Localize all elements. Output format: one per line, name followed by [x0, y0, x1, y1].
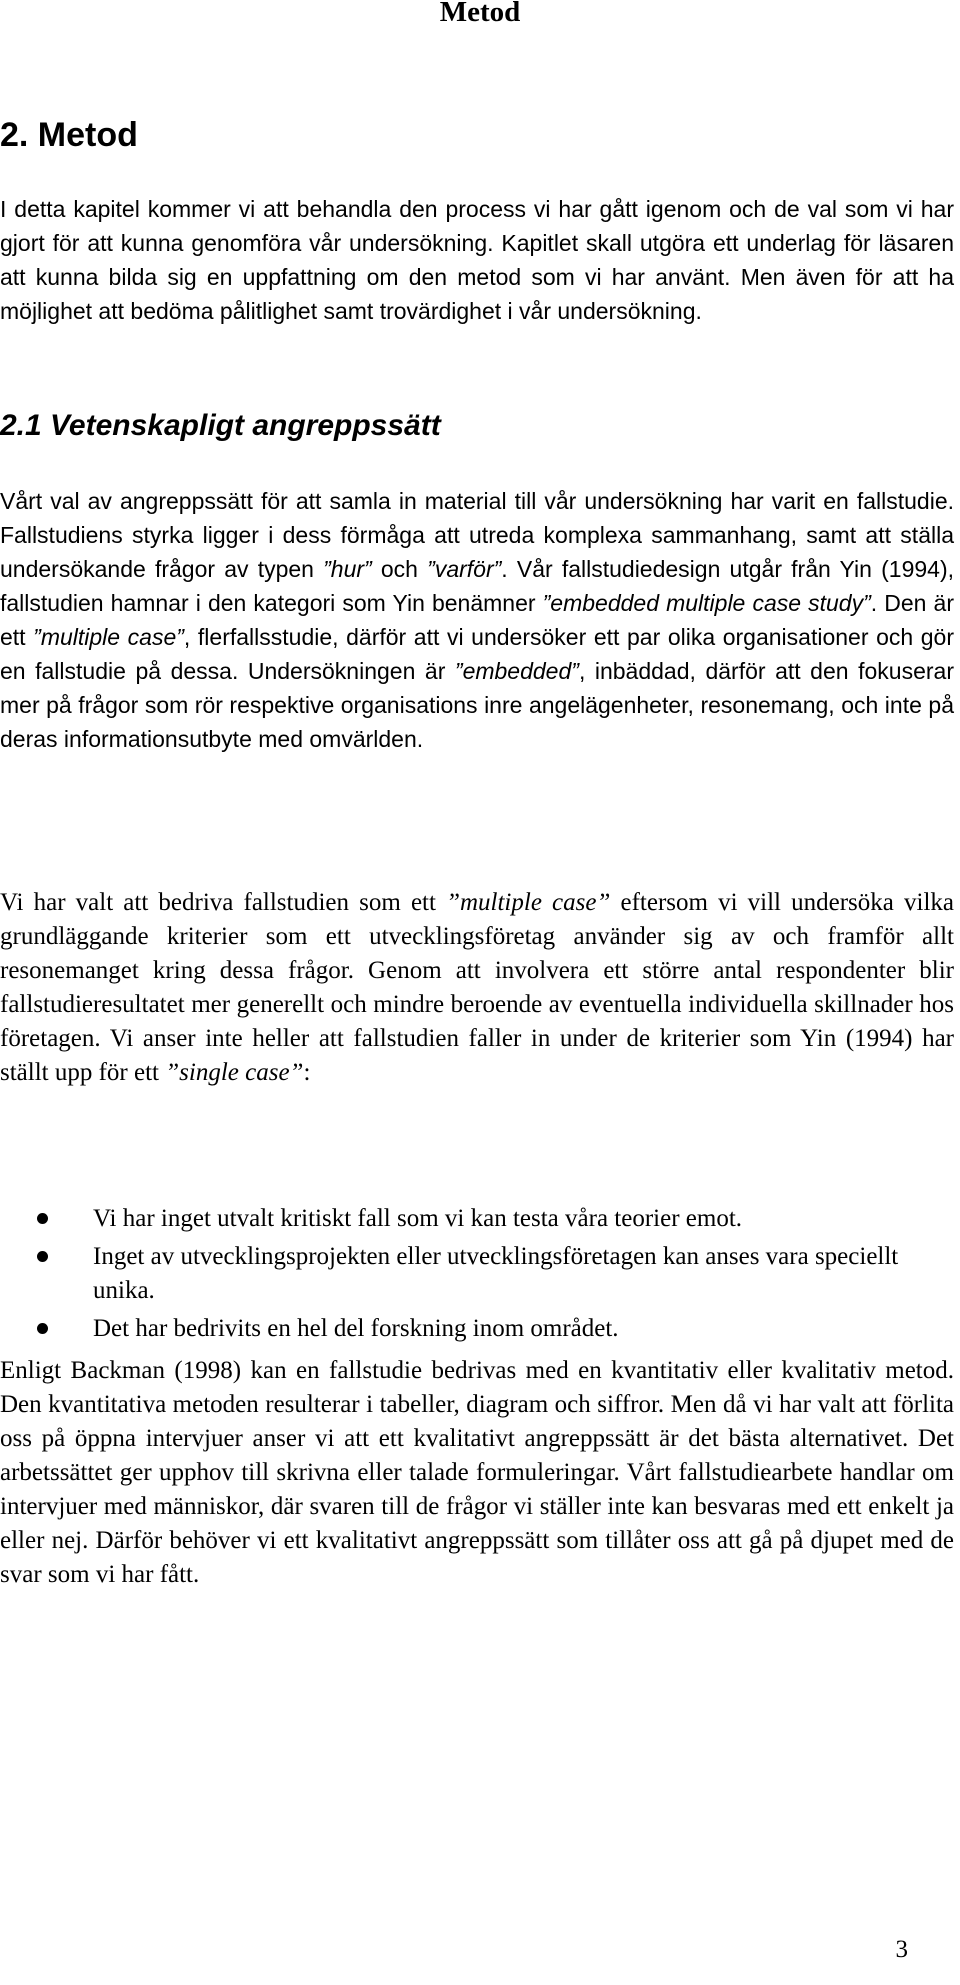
- bullet-dot-icon: [37, 1323, 48, 1334]
- text-run: Vårt val av angreppssätt för att samla in material till vår undersökning har varit en fallstudie. Fallstudiens styrka ligger i dess förmåga att utreda komplexa sammanhang, samt att ställa undersökande frågor av typen: [0, 488, 954, 582]
- quoted-term-varfor: ”varför”: [427, 556, 502, 582]
- quoted-term-multiple-case: ”multiple case”: [446, 889, 611, 916]
- quoted-term-single-case: ”single case”: [165, 1059, 304, 1086]
- method-paragraph-3: Enligt Backman (1998) kan en fallstudie bedrivas med en kvantitativ eller kvalitativ metod. Den kvantitativa metoden resulterar i tabeller, diagram och siffror. Men då vi har valt att förlita oss på öppna intervjuer anser vi att ett kvalitativt angreppssätt är det bästa alternativet. Det arbetssättet ger upphov till skrivna eller talade formuleringar. Vårt fallstudiearbete handlar om intervjuer med människor, där svaren till de frågor vi ställer inte kan besvaras med ett enkelt ja eller nej. Därför behöver vi ett kvalitativt angreppssätt som tillåter oss att gå på djupet med de svar som vi har fått.: [0, 1357, 954, 1588]
- text-run: Vi har valt att bedriva fallstudien som ett: [0, 889, 447, 916]
- method-paragraph-1: [0, 484, 954, 756]
- intro-paragraph: I detta kapitel kommer vi att behandla den process vi har gått igenom och de val som vi har gjort för att kunna genomföra vår undersökning. Kapitlet skall utgöra ett underlag för läsaren att kunna bilda sig en uppfattning om den metod som vi har använt. Men även för att ha möjlighet att bedöma pålitlighet samt trovärdighet i vår undersökning.: [0, 196, 954, 324]
- text-run: och: [371, 556, 428, 582]
- bullet-dot-icon: [37, 1213, 48, 1224]
- text-run: eftersom vi vill undersöka vilka grundläggande kriterier som ett utvecklingsföretag använder sig av och framför allt resonemanget kring dessa frågor. Genom att involvera ett större antal respondenter blir fallstudieresultatet mer generellt och mindre beroende av eventuella individuella skillnader hos företagen. Vi anser inte heller att fallstudien faller in under de kriterier som Yin (1994) har ställt upp för ett: [0, 889, 954, 1086]
- method-paragraph-2: [0, 886, 954, 1090]
- text-run: , flerfallsstudie, därför att vi undersöker ett par olika organisationer och gör en fallstudie på dessa. Undersökningen är: [0, 624, 954, 684]
- subsection-heading: 2.1 Vetenskapligt angreppssätt: [0, 409, 441, 442]
- quoted-term-embedded-multiple-case-study: ”embedded multiple case study”: [542, 590, 871, 616]
- bullet-item: [0, 1240, 954, 1308]
- text-run: :: [303, 1059, 311, 1086]
- page-number: 3: [895, 1936, 908, 1963]
- text-run: , inbäddad, därför att den fokuserar mer på frågor som rör respektive organisations inre angelägenheter, resonemang, och inte på deras informationsutbyte med omvärlden.: [0, 658, 954, 752]
- quoted-term-multiple-case: ”multiple case”: [33, 624, 184, 650]
- quoted-term-hur: ”hur”: [323, 556, 372, 582]
- quoted-term-embedded: ”embedded”: [454, 658, 579, 684]
- bullet-text: Vi har inget utvalt kritiskt fall som vi kan testa våra teorier emot.: [93, 1205, 743, 1232]
- criteria-bullet-list: [0, 1202, 954, 1350]
- text-run: . Den är ett: [0, 590, 954, 650]
- bullet-dot-icon: [37, 1251, 48, 1262]
- bullet-text: Inget av utvecklingsprojekten eller utvecklingsföretagen kan anses vara speciellt unika.: [93, 1243, 899, 1304]
- bullet-item: [0, 1202, 954, 1236]
- text-run: . Vår fallstudiedesign utgår från Yin (1994), fallstudien hamnar i den kategori som Yin benämner: [0, 556, 954, 616]
- bullet-text: Det har bedrivits en hel del forskning inom området.: [93, 1315, 619, 1342]
- running-header: Metod: [439, 0, 521, 28]
- bullet-item: [0, 1312, 954, 1346]
- section-heading: 2. Metod: [0, 116, 138, 154]
